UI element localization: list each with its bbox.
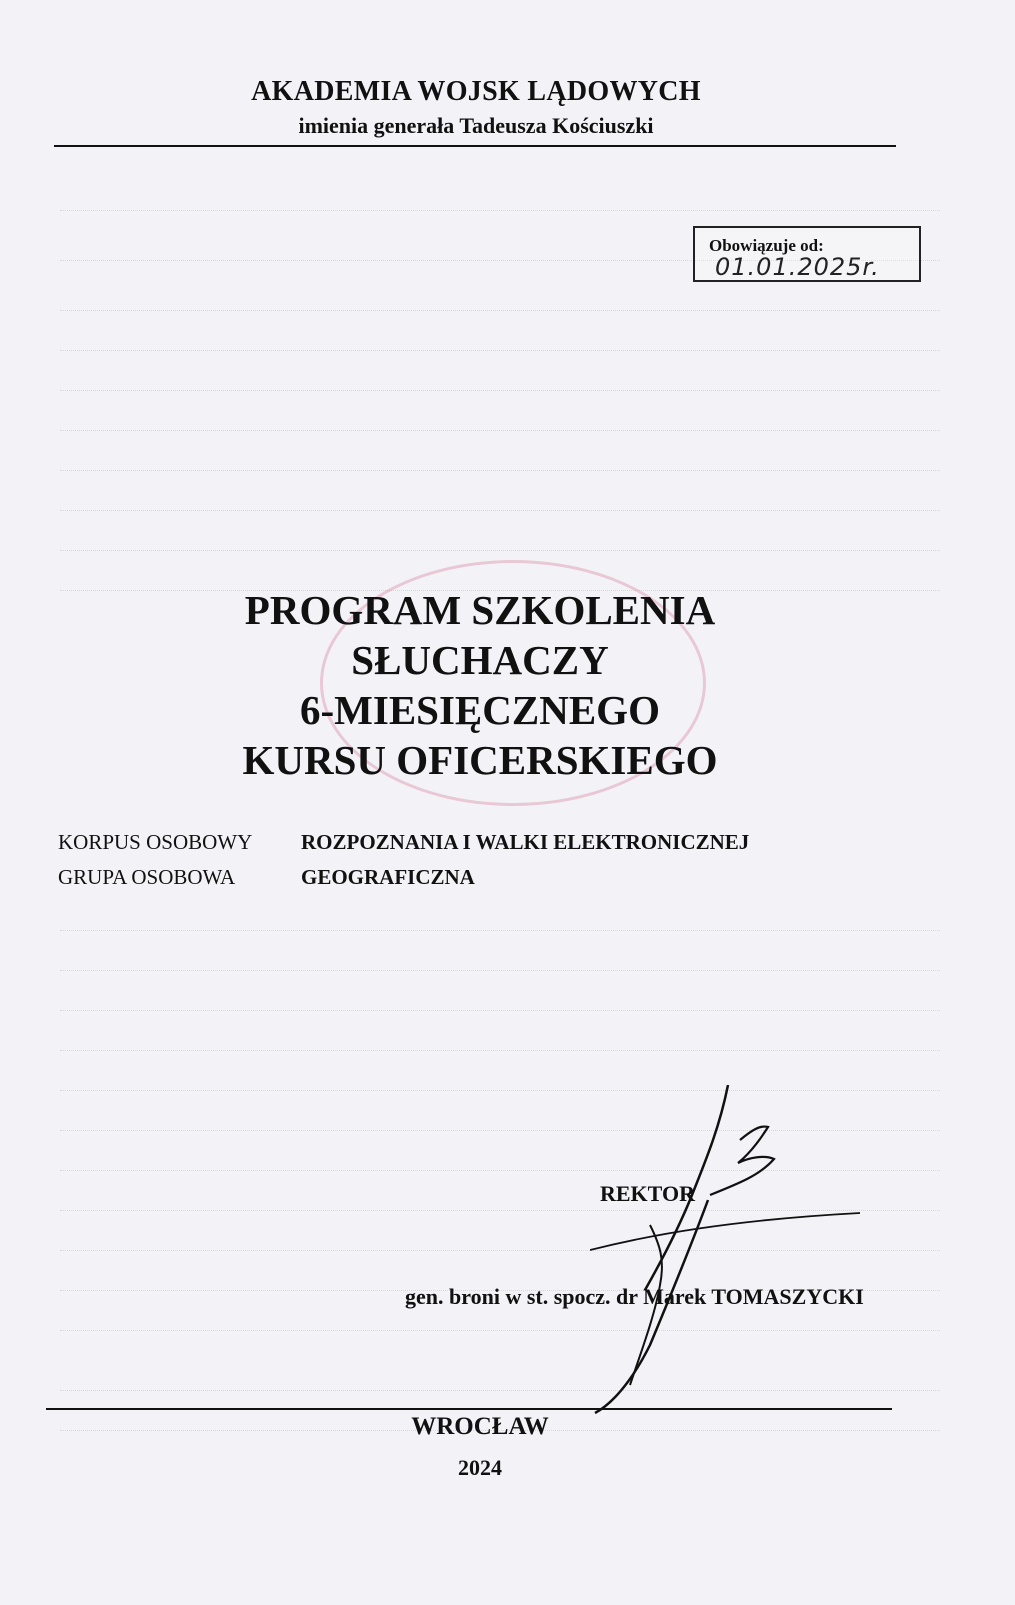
corps-value: ROZPOZNANIA I WALKI ELEKTRONICZNEJ — [301, 830, 750, 854]
footer-rule — [46, 1408, 892, 1410]
institution-patron: imienia generała Tadeusza Kościuszki — [298, 113, 654, 138]
ghost-row — [60, 480, 940, 511]
ghost-row — [60, 280, 940, 311]
ghost-row — [60, 180, 940, 211]
program-title-line-2: SŁUCHACZY — [351, 637, 609, 683]
header-rule — [54, 145, 896, 147]
group-label: GRUPA OSOBOWA — [58, 865, 236, 889]
validity-box — [693, 226, 921, 282]
program-title — [0, 585, 960, 785]
approval-role: REKTOR — [600, 1181, 695, 1206]
validity-date: 01.01.2025r. — [715, 253, 880, 281]
ghost-row — [60, 360, 940, 391]
ghost-row — [60, 940, 940, 971]
program-title-line-4: KURSU OFICERSKIEGO — [242, 737, 718, 783]
program-title-line-1: PROGRAM SZKOLENIA — [244, 587, 716, 633]
ghost-row — [60, 320, 940, 351]
ghost-row — [60, 900, 940, 931]
institution-name: AKADEMIA WOJSK LĄDOWYCH — [251, 76, 701, 107]
footer-year: 2024 — [458, 1455, 502, 1480]
approval-signer: gen. broni w st. spocz. dr Marek TOMASZYCKI — [405, 1284, 864, 1309]
ghost-row — [60, 440, 940, 471]
ghost-row — [60, 520, 940, 551]
footer-city: WROCŁAW — [411, 1413, 549, 1440]
validity-label: Obowiązuje od: — [709, 236, 824, 255]
handwritten-signature — [590, 1085, 890, 1415]
ghost-row — [60, 980, 940, 1011]
ghost-row — [60, 1020, 940, 1051]
group-value: GEOGRAFICZNA — [301, 865, 475, 889]
ghost-row — [60, 400, 940, 431]
corps-label: KORPUS OSOBOWY — [58, 830, 253, 854]
program-title-line-3: 6-MIESIĘCZNEGO — [300, 687, 660, 733]
